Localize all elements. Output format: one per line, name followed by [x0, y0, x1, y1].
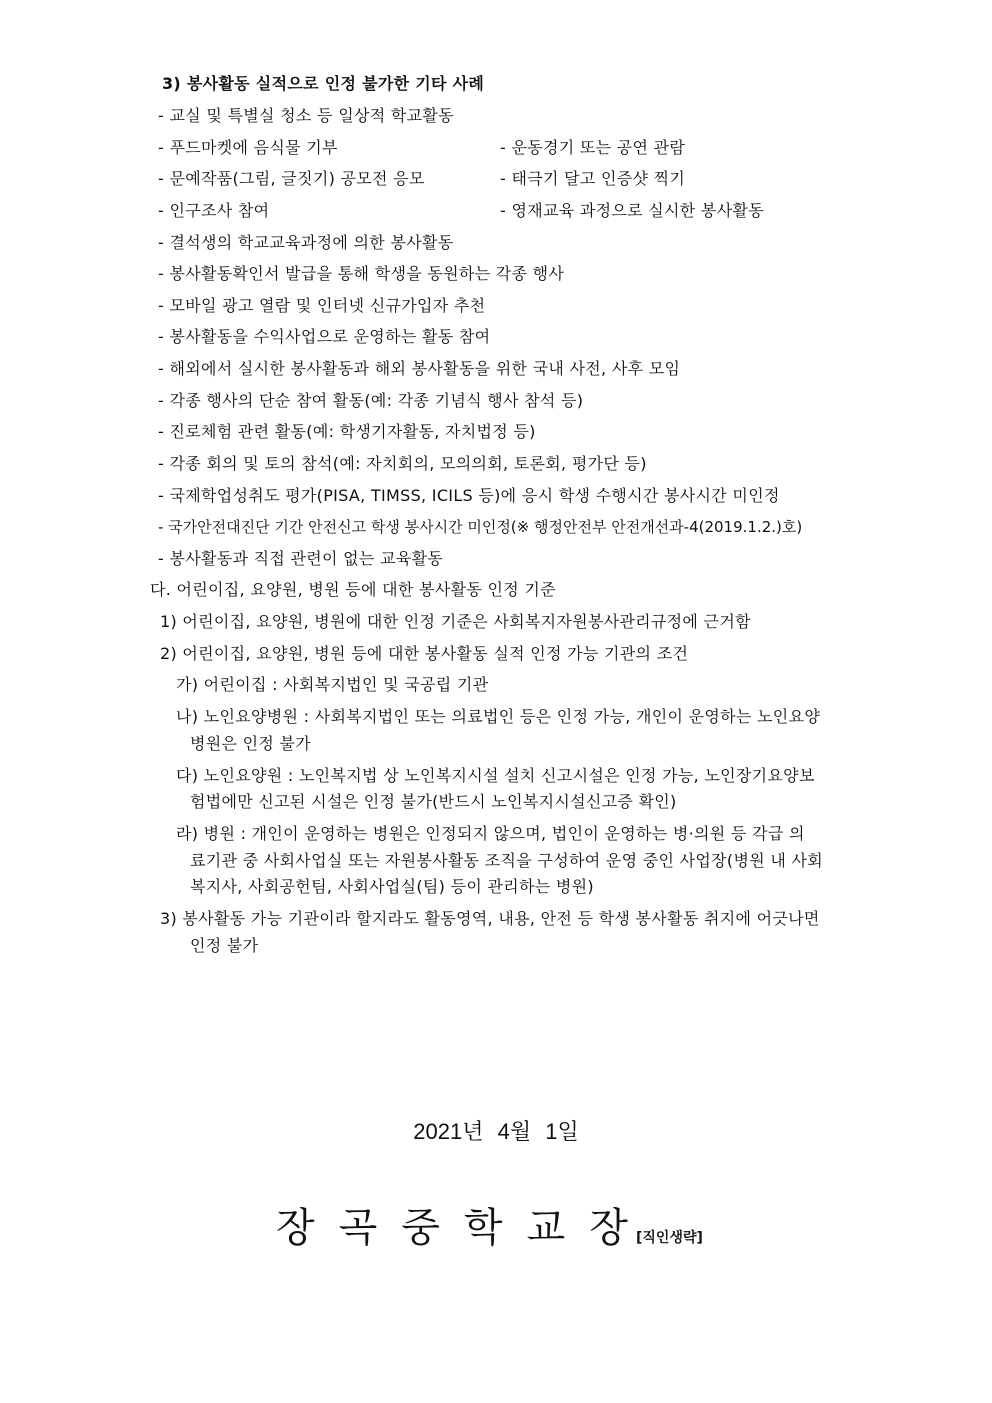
- criteria-sub-da: 다) 노인요양원 : 노인복지법 상 노인복지시설 설치 신고시설은 인정 가능, 노인장기요양보: [176, 766, 815, 785]
- list-item: - 운동경기 또는 공연 관람: [500, 138, 686, 157]
- list-item: - 해외에서 실시한 봉사활동과 해외 봉사활동을 위한 국내 사전, 사후 모임: [158, 359, 681, 378]
- list-item: - 국제학업성취도 평가(PISA, TIMSS, ICILS 등)에 응시 학생 수행시간 봉사시간 미인정: [158, 486, 780, 505]
- list-item: - 푸드마켓에 음식물 기부: [158, 138, 338, 157]
- list-item: - 결석생의 학교교육과정에 의한 봉사활동: [158, 233, 454, 252]
- list-item: - 봉사활동을 수익사업으로 운영하는 활동 참여: [158, 327, 491, 346]
- list-item: - 각종 회의 및 토의 참석(예: 자치회의, 모의의회, 토론회, 평가단 등): [158, 454, 647, 473]
- criteria-sub-ra-cont: 료기관 중 사회사업실 또는 자원봉사활동 조직을 구성하여 운영 중인 사업장(병원 내 사회: [190, 851, 824, 870]
- criteria-item-2: 2) 어린이집, 요양원, 병원 등에 대한 봉사활동 실적 인정 가능 기관의 조건: [160, 644, 689, 663]
- criteria-sub-ga: 가) 어린이집 : 사회복지법인 및 국공립 기관: [176, 675, 489, 694]
- criteria-sub-na-cont: 병원은 인정 불가: [190, 734, 312, 753]
- criteria-item-3-cont: 인정 불가: [190, 936, 259, 955]
- seal-omitted-note: [직인생략]: [636, 1230, 703, 1246]
- section-title-criteria: 다. 어린이집, 요양원, 병원 등에 대한 봉사활동 인정 기준: [150, 580, 556, 599]
- criteria-sub-na: 나) 노인요양병원 : 사회복지법인 또는 의료법인 등은 인정 가능, 개인이 운영하는 노인요양: [176, 707, 821, 726]
- section-title-other-cases: 3) 봉사활동 실적으로 인정 불가한 기타 사례: [162, 74, 485, 93]
- list-item: - 봉사활동확인서 발급을 통해 학생을 동원하는 각종 행사: [158, 264, 565, 283]
- list-item: - 교실 및 특별실 청소 등 일상적 학교활동: [158, 106, 454, 125]
- list-item: - 각종 행사의 단순 참여 활동(예: 각종 기념식 행사 참석 등): [158, 391, 584, 410]
- criteria-item-1: 1) 어린이집, 요양원, 병원에 대한 인정 기준은 사회복지자원봉사관리규정에 근거함: [160, 612, 751, 631]
- list-item: - 국가안전대진단 기간 안전신고 학생 봉사시간 미인정(※ 행정안전부 안전개선과-4(2019.1.2.)호): [158, 518, 803, 536]
- list-item: - 인구조사 참여: [158, 201, 270, 220]
- list-item: - 모바일 광고 열람 및 인터넷 신규가입자 추천: [158, 296, 486, 315]
- list-item: - 진로체험 관련 활동(예: 학생기자활동, 자치법정 등): [158, 422, 536, 441]
- issue-date: 2021년 4월 1일: [413, 1119, 579, 1144]
- list-item: - 문예작품(그림, 글짓기) 공모전 응모: [158, 169, 425, 188]
- criteria-sub-da-cont: 험법에만 신고된 시설은 인정 불가(반드시 노인복지시설신고증 확인): [190, 792, 677, 811]
- criteria-sub-ra: 라) 병원 : 개인이 운영하는 병원은 인정되지 않으며, 법인이 운영하는 병·의원 등 각급 의: [176, 824, 805, 843]
- list-item: - 영재교육 과정으로 실시한 봉사활동: [500, 201, 764, 220]
- criteria-sub-ra-cont: 복지사, 사회공헌팀, 사회사업실(팀) 등이 관리하는 병원): [190, 877, 594, 896]
- criteria-item-3: 3) 봉사활동 가능 기관이라 할지라도 활동영역, 내용, 안전 등 학생 봉사활동 취지에 어긋나면: [160, 909, 820, 928]
- principal-signature: 장곡중학교장: [276, 1205, 652, 1251]
- list-item: - 봉사활동과 직접 관련이 없는 교육활동: [158, 549, 444, 568]
- list-item: - 태극기 달고 인증샷 찍기: [500, 169, 686, 188]
